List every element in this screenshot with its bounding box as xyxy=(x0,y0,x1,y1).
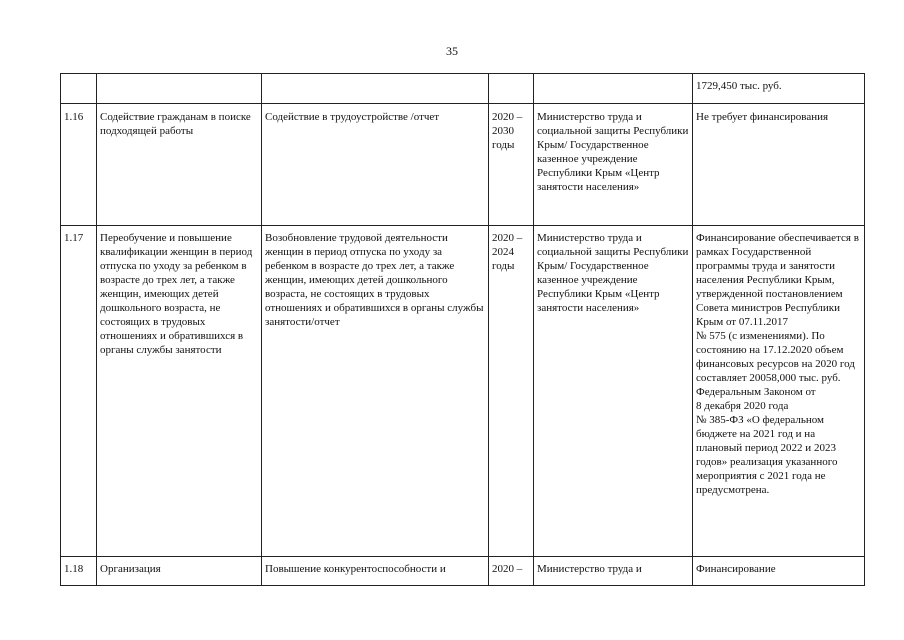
cell-result: Возобновление трудовой деятельности женщин в период отпуска по уходу за ребенком в возрасте до трех лет, а также женщин, имеющих детей дошкольного возраста, не состоящих в трудовых отношениях и обратившихся в органы службы занятости/отчет xyxy=(262,226,489,557)
cell-financing: Финансирование xyxy=(693,557,865,586)
cell-num xyxy=(61,74,97,104)
cell-term: 2020 – xyxy=(489,557,534,586)
cell-num: 1.17 xyxy=(61,226,97,557)
cell-financing: 1729,450 тыс. руб. xyxy=(693,74,865,104)
cell-executor: Министерство труда и xyxy=(534,557,693,586)
table-row xyxy=(61,557,865,586)
cell-name xyxy=(97,74,262,104)
table-row xyxy=(61,226,865,557)
table-row xyxy=(61,74,865,104)
cell-term: 2020 – 2030 годы xyxy=(489,104,534,226)
cell-term xyxy=(489,74,534,104)
cell-name: Организация xyxy=(97,557,262,586)
cell-name: Содействие гражданам в поиске подходящей работы xyxy=(97,104,262,226)
cell-financing: Финансирование обеспечивается в рамках Государственной программы труда и занятости населения Республики Крым, утвержденной постановлением Совета министров Республики Крым от 07.11.2017 № 575 (с изменениями). По состоянию на 17.12.2020 объем финансовых ресурсов на 2020 год составляет 20058,000 тыс. руб. Федеральным Законом от 8 декабря 2020 года № 385-ФЗ «О федеральном бюджете на 2021 год и на плановый период 2022 и 2023 годов» реализация указанного мероприятия с 2021 года не предусмотрена. xyxy=(693,226,865,557)
cell-num: 1.16 xyxy=(61,104,97,226)
page-number: 35 xyxy=(446,44,458,58)
cell-executor: Министерство труда и социальной защиты Республики Крым/ Государственное казенное учреждение Республики Крым «Центр занятости населения» xyxy=(534,104,693,226)
cell-name: Переобучение и повышение квалификации женщин в период отпуска по уходу за ребенком в возрасте до трех лет, а также женщин, имеющих детей дошкольного возраста, не состоящих в трудовых отношениях и обратившихся в органы службы занятости xyxy=(97,226,262,557)
cell-executor xyxy=(534,74,693,104)
cell-num: 1.18 xyxy=(61,557,97,586)
cell-term: 2020 – 2024 годы xyxy=(489,226,534,557)
cell-financing: Не требует финансирования xyxy=(693,104,865,226)
measures-table xyxy=(60,73,865,586)
table-row xyxy=(61,104,865,226)
cell-result xyxy=(262,74,489,104)
cell-result: Повышение конкурентоспособности и xyxy=(262,557,489,586)
cell-result: Содействие в трудоустройстве /отчет xyxy=(262,104,489,226)
cell-executor: Министерство труда и социальной защиты Республики Крым/ Государственное казенное учреждение Республики Крым «Центр занятости населения» xyxy=(534,226,693,557)
